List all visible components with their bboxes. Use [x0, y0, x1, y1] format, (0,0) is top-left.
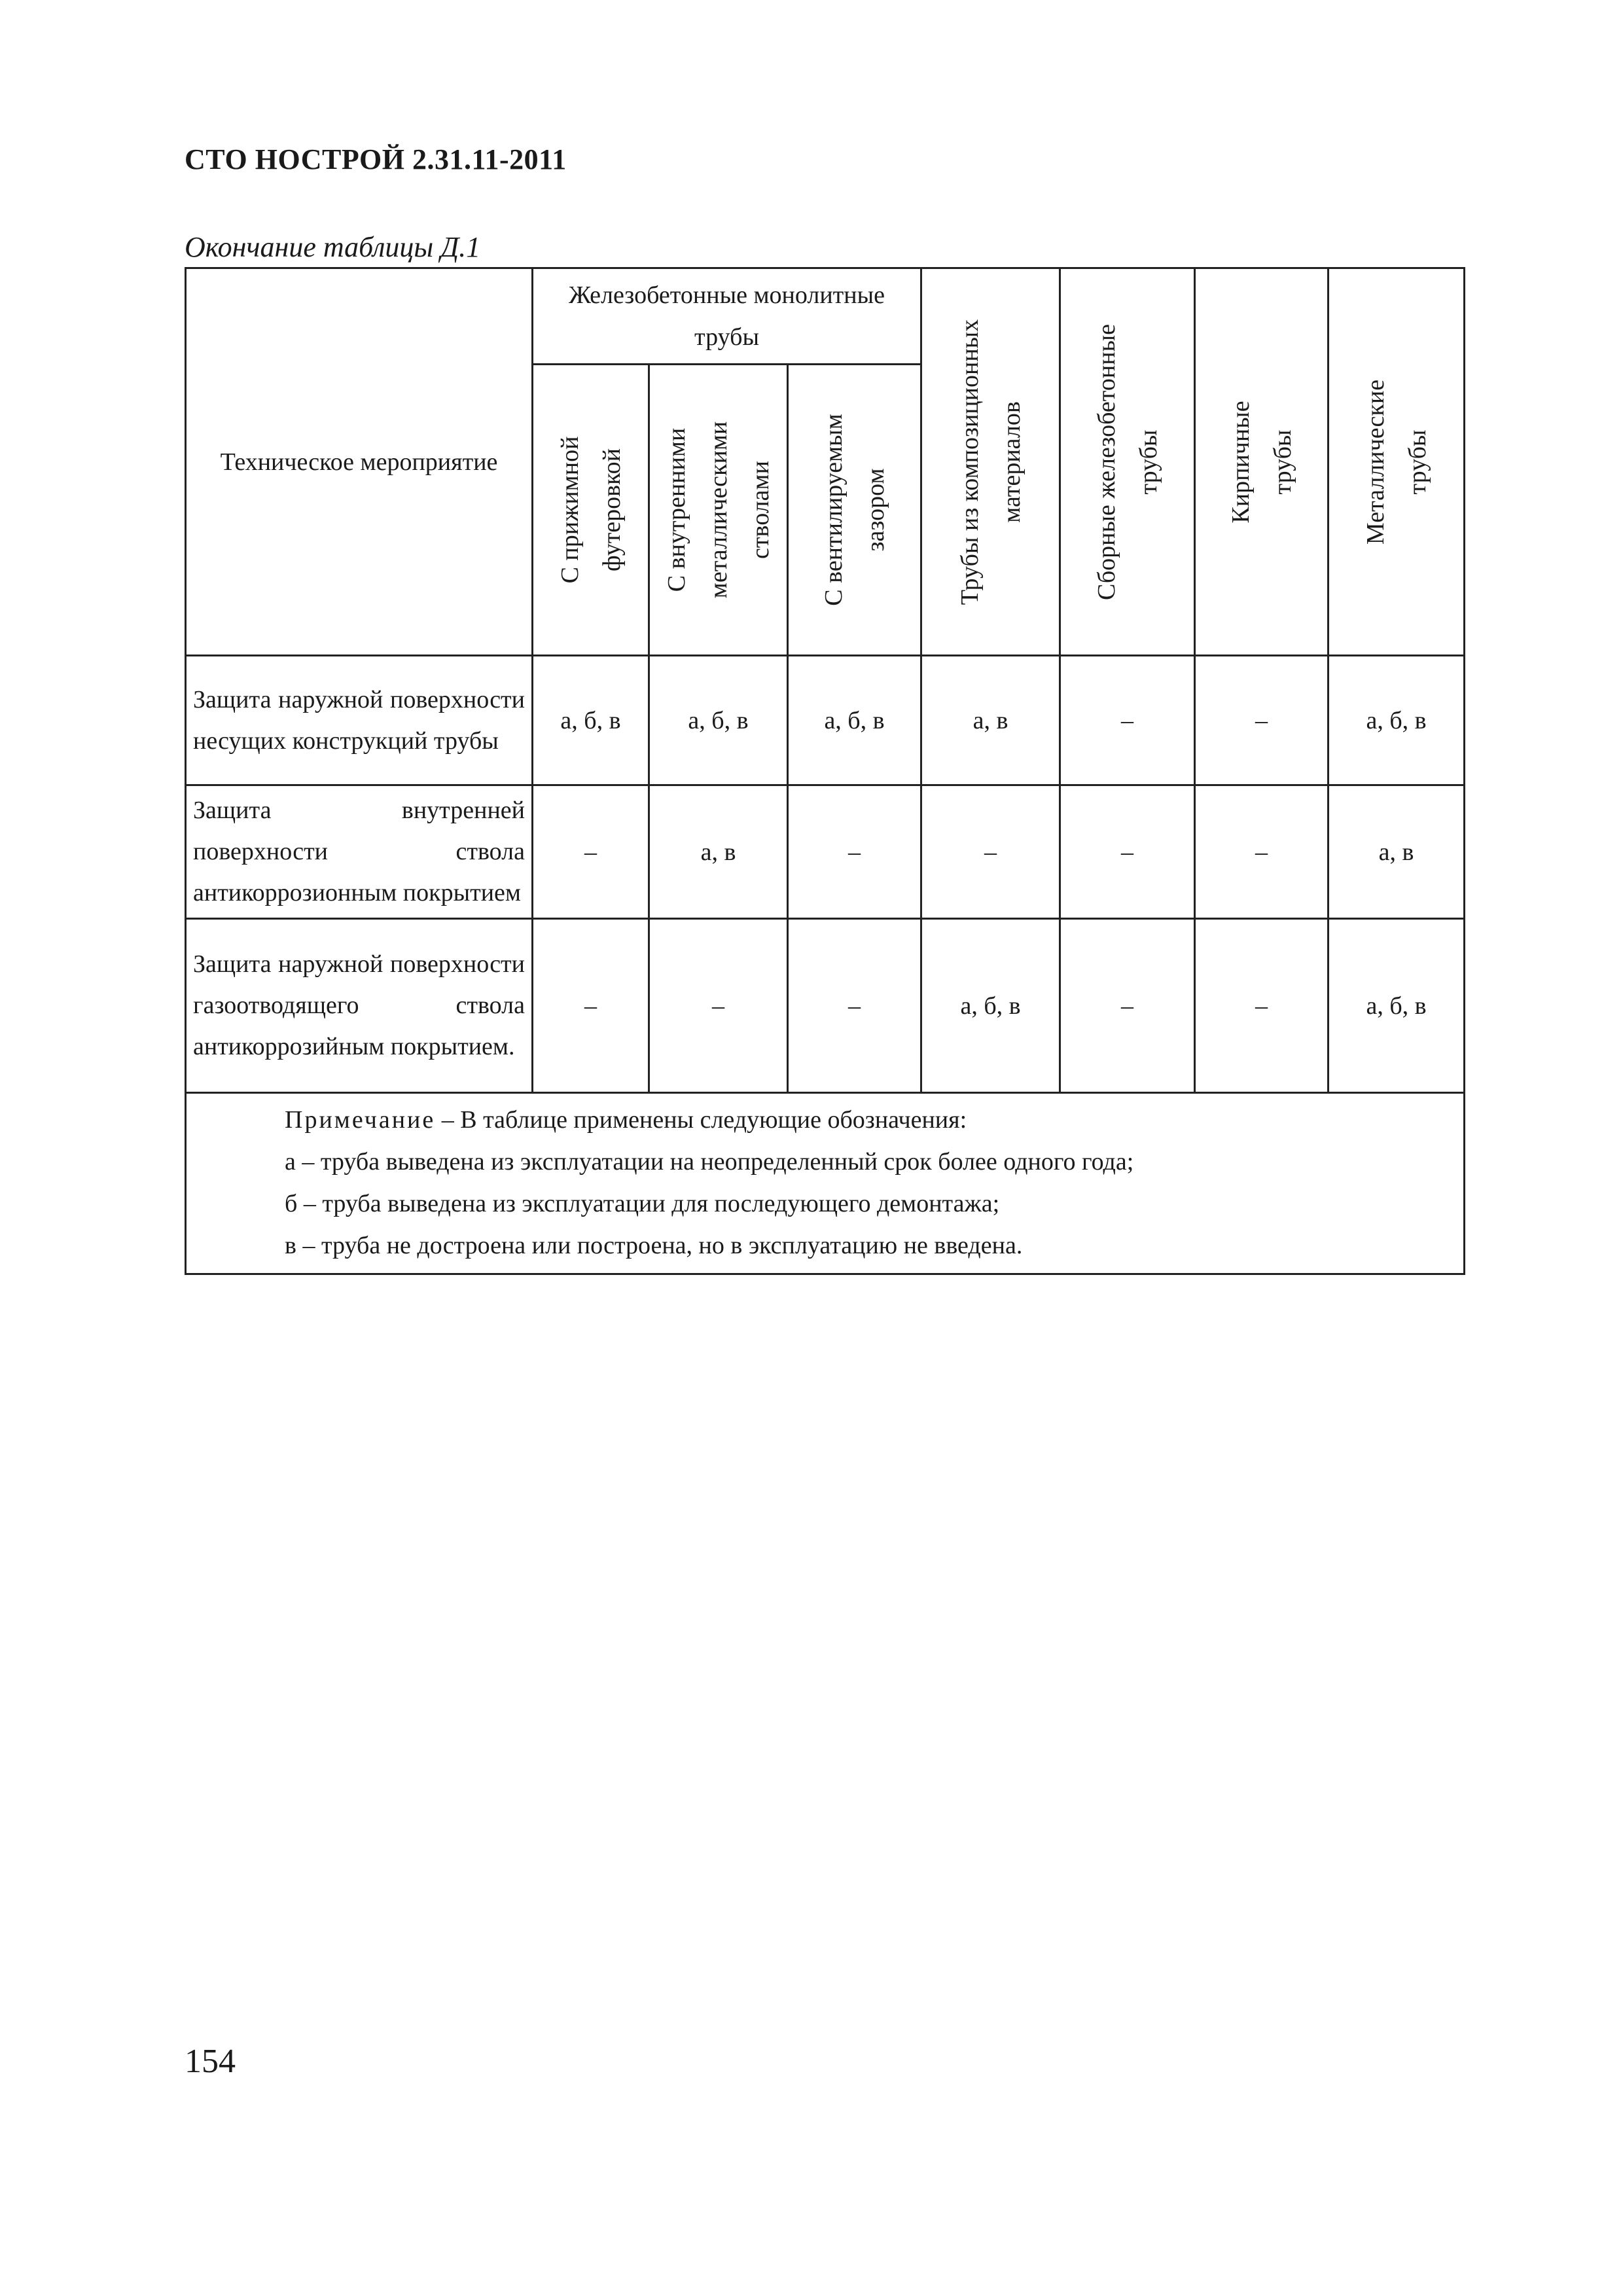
note-intro-text: – В таблице применены следующие обозначения: — [435, 1106, 967, 1134]
table-row — [186, 785, 1465, 919]
table-cell: – — [533, 919, 649, 1093]
table-cell: а, б, в — [533, 656, 649, 785]
table-cell: а, б, в — [649, 656, 788, 785]
table-cell: – — [1060, 919, 1195, 1093]
measures-table — [185, 267, 1465, 1275]
table-cell: а, б, в — [1329, 919, 1465, 1093]
header-technical-measure: Техническое мероприятие — [186, 268, 533, 656]
table-cell: – — [1195, 785, 1329, 919]
row-label: Защита наружной поверхности газоотводящего ствола антикоррозийным покрытием. — [186, 919, 533, 1093]
table-note — [186, 1093, 1465, 1274]
page-number: 154 — [185, 2043, 236, 2080]
row-label: Защита наружной поверхности несущих конструкций трубы — [186, 656, 533, 785]
table-cell: а, б, в — [921, 919, 1060, 1093]
header-brick-pipes: Кирпичные трубы — [1195, 268, 1329, 656]
table-cell: – — [788, 785, 921, 919]
table-cell: – — [1195, 919, 1329, 1093]
header-metal-pipes: Металлические трубы — [1329, 268, 1465, 656]
table-cell: а, в — [649, 785, 788, 919]
table-cell: – — [921, 785, 1060, 919]
header-inner-metal-stacks: С внутренними металлическими стволами — [649, 365, 788, 656]
header-group-monolithic: Железобетонные монолитные трубы — [533, 268, 921, 365]
table-cell: – — [533, 785, 649, 919]
header-precast-pipes: Сборные железобетонные трубы — [1060, 268, 1195, 656]
header-composite-pipes: Трубы из композиционных материалов — [921, 268, 1060, 656]
table-cell: а, в — [921, 656, 1060, 785]
note-intro — [285, 1099, 1450, 1141]
header-row-1 — [186, 268, 1465, 365]
table-row — [186, 919, 1465, 1093]
table-cell: – — [649, 919, 788, 1093]
table-cell: – — [1060, 785, 1195, 919]
table-cell: – — [1195, 656, 1329, 785]
header-ventilated-gap: С вентилируемым зазором — [788, 365, 921, 656]
note-line: в – труба не достроена или построена, но в эксплуатацию не введена. — [285, 1232, 1023, 1259]
table-cell: а, б, в — [788, 656, 921, 785]
table-row — [186, 656, 1465, 785]
note-line: а – труба выведена из эксплуатации на неопределенный срок более одного года; — [285, 1148, 1134, 1175]
table-cell: – — [788, 919, 921, 1093]
table-cell: а, б, в — [1329, 656, 1465, 785]
table-cell: а, в — [1329, 785, 1465, 919]
document-header: СТО НОСТРОЙ 2.31.11-2011 — [185, 143, 567, 175]
note-title: Примечание — [285, 1106, 436, 1134]
table-cell: – — [1060, 656, 1195, 785]
note-line: б – труба выведена из эксплуатации для последующего демонтажа; — [285, 1190, 1000, 1217]
row-label: Защита внутренней поверхности ствола антикоррозионным покрытием — [186, 785, 533, 919]
note-row — [186, 1093, 1465, 1274]
table-caption: Окончание таблицы Д.1 — [185, 231, 481, 263]
header-pressed-lining: С прижимной футеровкой — [533, 365, 649, 656]
